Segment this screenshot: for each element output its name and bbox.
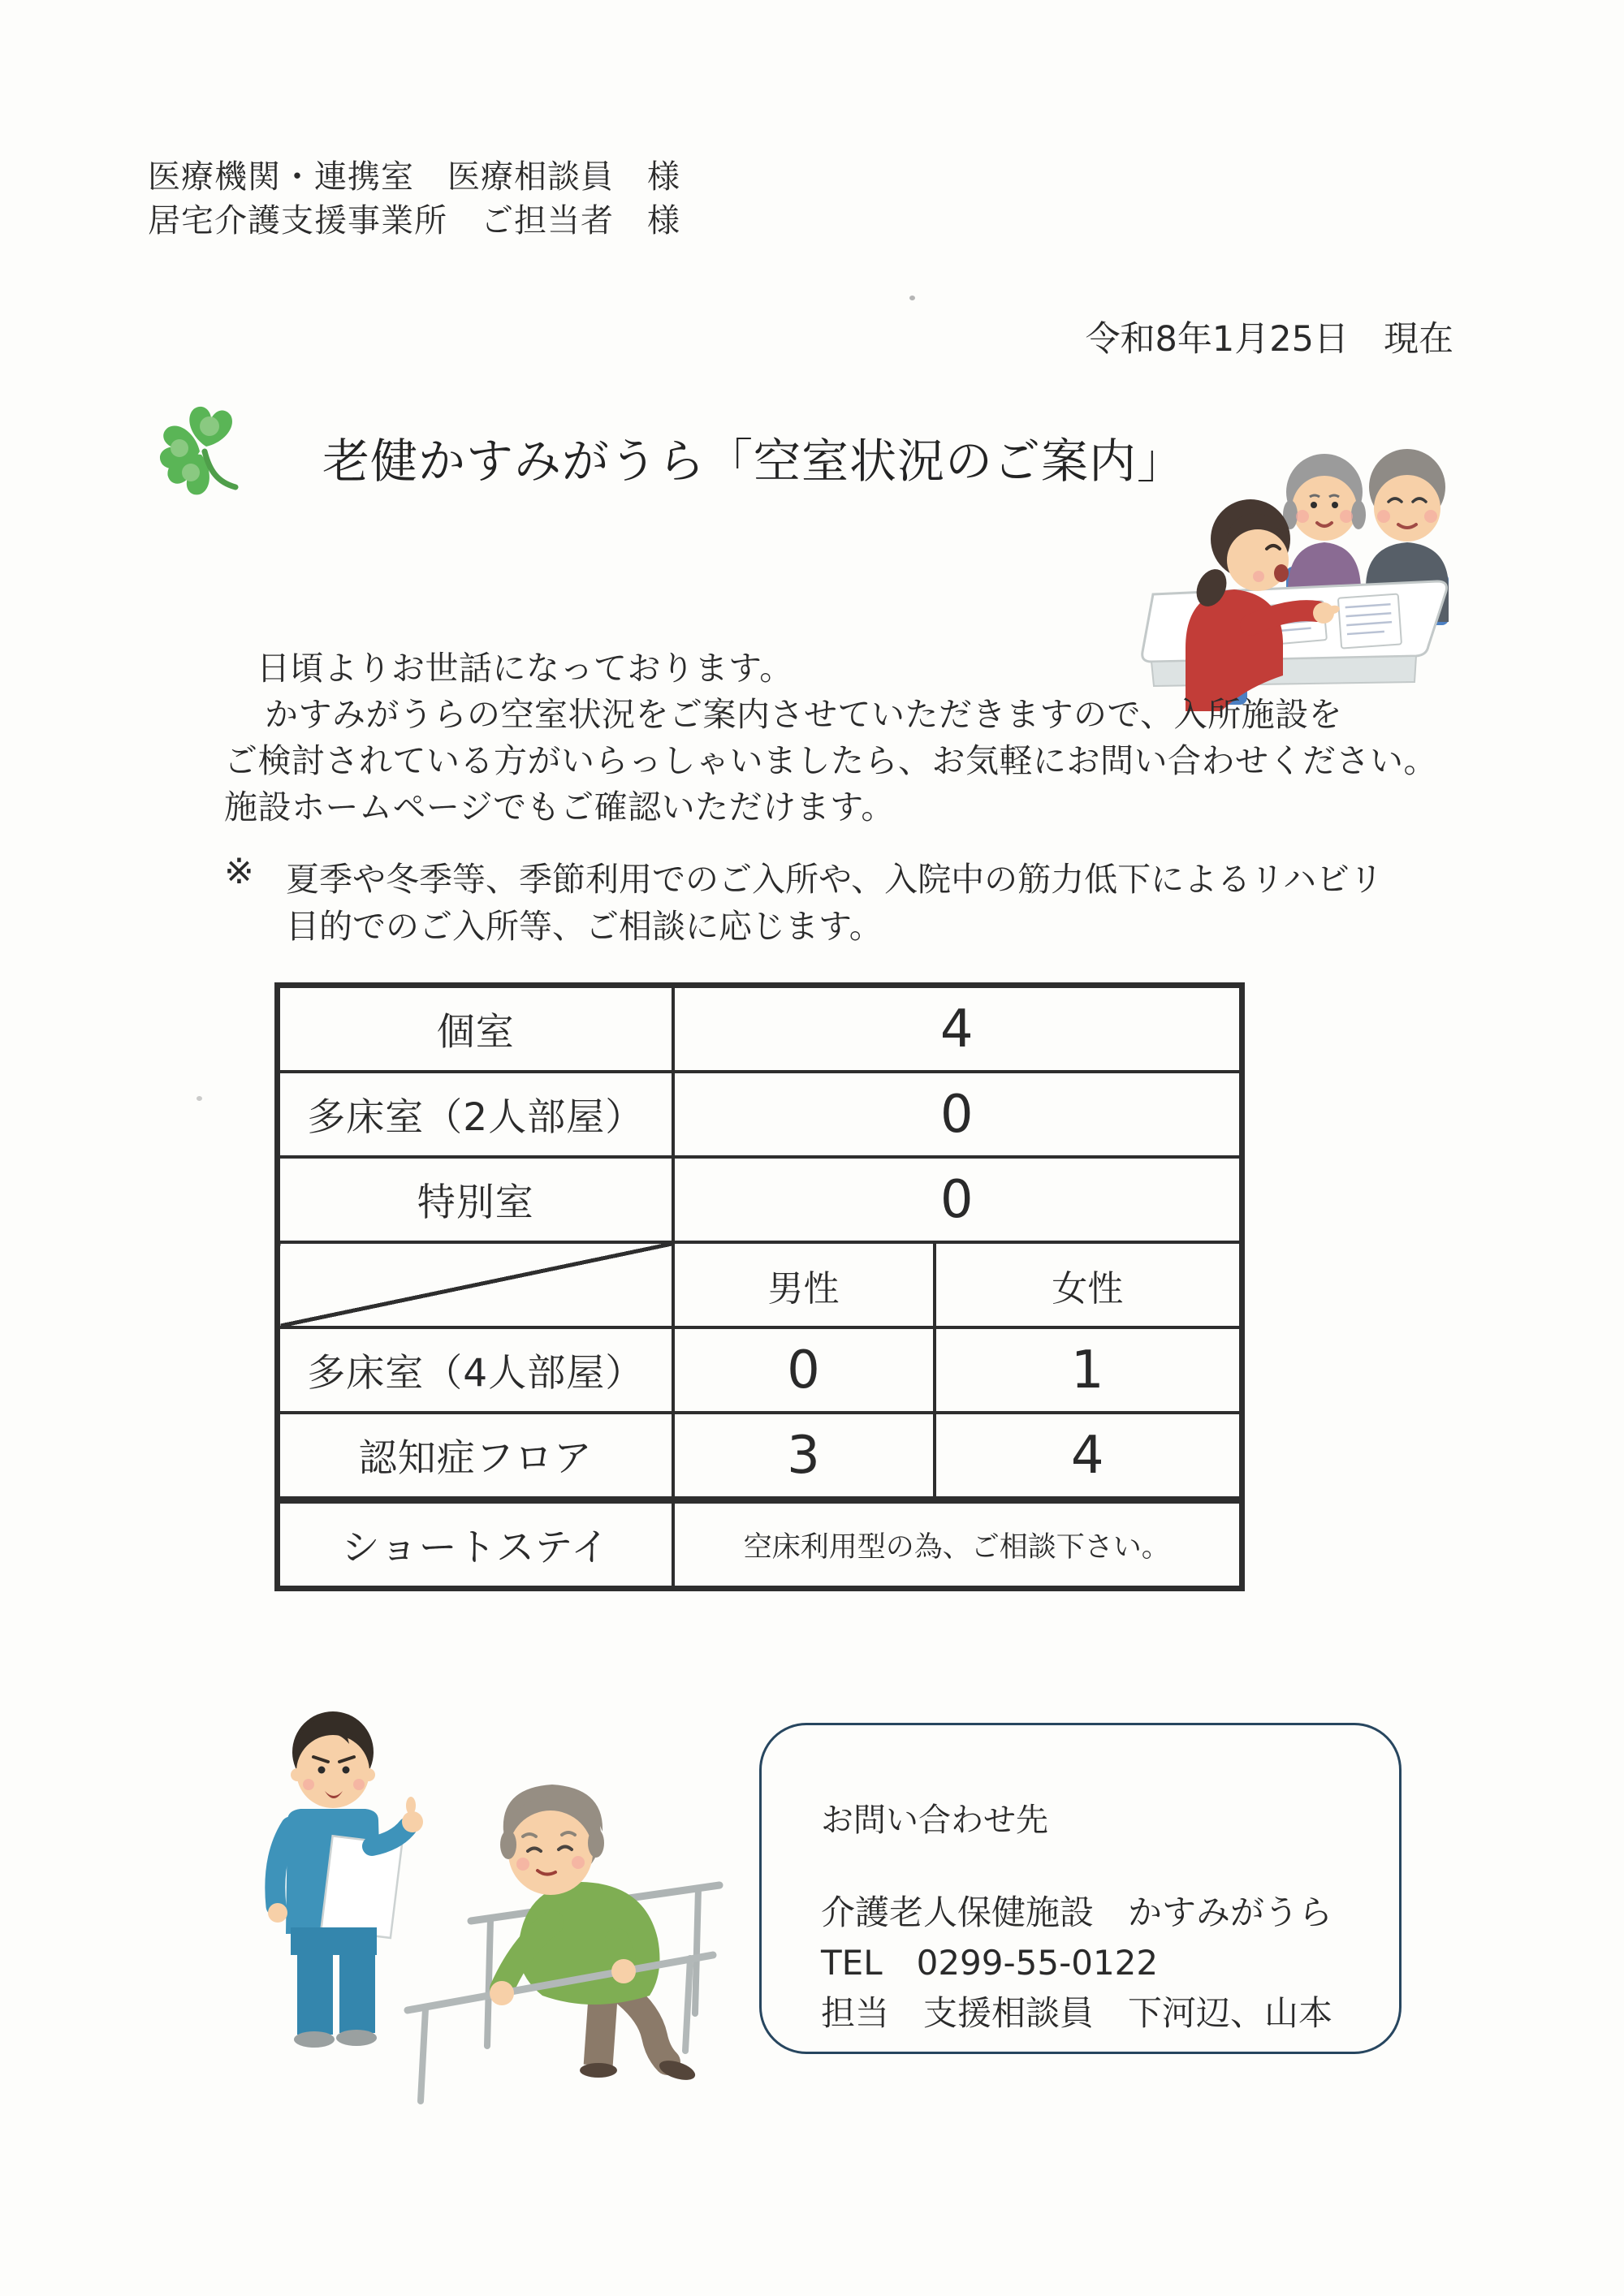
row-value-special-room: 0 [673,1157,1242,1242]
diagonal-header-cell [278,1242,673,1327]
greeting-line-2: かすみがうらの空室状況をご案内させていただきますので、入所施設を [265,695,1343,734]
greeting-line-1: 日頃よりお世話になっております。 [257,649,793,688]
row-female-shared-room-4: 1 [935,1327,1242,1413]
rehab-parallel-bars-illustration [211,1669,731,2108]
table-row-gender-header [278,1242,1242,1327]
row-value-short-stay: 空床利用型の為、ご相談下さい。 [673,1500,1242,1589]
row-male-shared-room-4: 0 [673,1327,935,1413]
note-line-2: 目的でのご入所等、ご相談に応じます。 [286,907,883,946]
note-line-1: 夏季や冬季等、季節利用でのご入所や、入院中の筋力低下によるリハビリ [286,860,1383,899]
row-male-dementia-floor: 3 [673,1413,935,1500]
table-row-dementia-floor [278,1413,1242,1500]
greeting-line-3: ご検討されている方がいらっしゃいましたら、お気軽にお問い合わせください。 [224,741,1437,780]
contact-heading: お問い合わせ先 [821,1802,1048,1839]
recipient-line-homecare: 居宅介護支援事業所 ご担当者 様 [148,202,680,240]
page-title: 老健かすみがうら「空室状況のご案内」 [322,434,1186,489]
contact-phone: TEL 0299-55-0122 [821,1943,1159,1983]
contact-facility-name: 介護老人保健施設 かすみがうら [821,1892,1333,1932]
male-column-header: 男性 [673,1242,935,1327]
row-label-shared-room-4: 多床室（4人部屋） [278,1327,673,1413]
table-row-short-stay [278,1500,1242,1589]
table-row-shared-room-2 [278,1072,1242,1157]
row-label-short-stay: ショートステイ [278,1500,673,1589]
recipient-line-medical: 医療機関・連携室 医療相談員 様 [148,158,680,196]
note-marker: ※ [224,851,254,892]
consultation-counter-illustration [1130,378,1463,711]
female-column-header: 女性 [935,1242,1242,1327]
vacancy-table [274,982,1245,1591]
scan-artifact-dot [909,296,915,300]
row-label-dementia-floor: 認知症フロア [278,1413,673,1500]
date-status-line: 令和8年1月25日 現在 [1085,319,1453,360]
row-female-dementia-floor: 4 [935,1413,1242,1500]
row-label-shared-room-2: 多床室（2人部屋） [278,1072,673,1157]
row-label-special-room: 特別室 [278,1157,673,1242]
row-label-private-room: 個室 [278,986,673,1072]
row-value-shared-room-2: 0 [673,1072,1242,1157]
table-row-private-room [278,986,1242,1072]
contact-box [759,1723,1402,2054]
table-row-shared-room-4 [278,1327,1242,1413]
row-value-private-room: 4 [673,986,1242,1072]
clover-icon [158,386,250,510]
greeting-line-4: 施設ホームページでもご確認いただけます。 [224,788,895,826]
scan-artifact-dot-2 [197,1096,202,1101]
contact-staff: 担当 支援相談員 下河辺、山本 [821,1993,1333,2033]
table-row-special-room [278,1157,1242,1242]
